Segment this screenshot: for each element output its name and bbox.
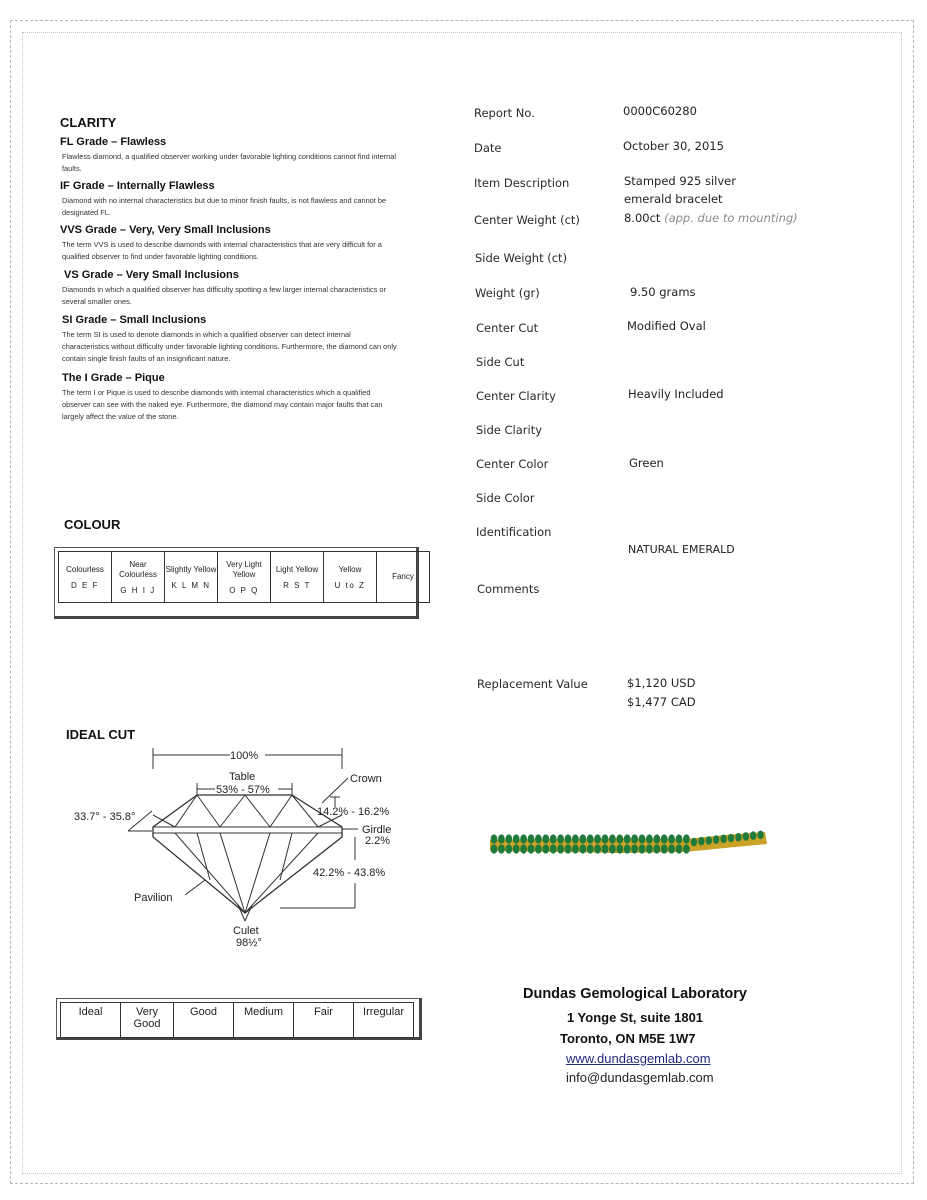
center-cut-value: Modified Oval	[627, 319, 706, 333]
emerald-stone	[691, 838, 697, 847]
grade-vvs-desc: The term VVS is used to describe diamonds with internal characteristics that are very difficult for a qualified observer to find under favorable lighting conditions.	[62, 240, 382, 261]
emerald-stone	[557, 844, 564, 853]
emerald-stone	[520, 844, 527, 853]
emerald-stone	[535, 834, 542, 843]
emerald-stone	[743, 832, 749, 841]
emerald-stone	[565, 844, 572, 853]
emerald-stone	[668, 844, 675, 853]
emerald-stone	[528, 844, 535, 853]
identification-value: NATURAL EMERALD	[628, 543, 735, 556]
emerald-stone	[579, 834, 586, 843]
cut-grade-cell: Good	[174, 1003, 234, 1038]
emerald-stone	[624, 844, 631, 853]
emerald-stone	[661, 834, 668, 843]
grade-i-title: The I Grade – Pique	[62, 372, 165, 384]
emerald-stone	[528, 834, 535, 843]
emerald-stone	[750, 831, 756, 840]
colour-cell: Yellow U to Z	[324, 552, 377, 603]
colour-cell: Light Yellow R S T	[271, 552, 324, 603]
side-weight-label: Side Weight (ct)	[475, 251, 568, 265]
emerald-stone	[631, 844, 638, 853]
emerald-stone	[498, 844, 505, 853]
colour-cell: Slightly Yellow K L M N	[165, 552, 218, 603]
emerald-stone	[661, 844, 668, 853]
lab-email[interactable]: info@dundasgemlab.com	[566, 1070, 714, 1085]
grade-vs-title: VS Grade – Very Small Inclusions	[64, 269, 239, 281]
center-clarity-label: Center Clarity	[476, 389, 556, 403]
center-weight-value-wrap	[624, 211, 798, 225]
grade-if-desc: Diamond with no internal characteristics but due to minor finish faults, is not flawless and cannot be designated FL.	[62, 196, 387, 217]
emerald-stone	[535, 844, 542, 853]
emerald-stone	[602, 844, 609, 853]
emerald-stone	[565, 834, 572, 843]
comments-label: Comments	[477, 582, 540, 596]
colour-cell: Colourless D E F	[59, 552, 112, 603]
colour-cell: Very Light Yellow O P Q	[218, 552, 271, 603]
emerald-stone	[713, 835, 719, 844]
crown-label: Crown	[350, 773, 382, 785]
emerald-stone	[572, 834, 579, 843]
replacement-value-label: Replacement Value	[477, 677, 588, 691]
width-percent-label: 100%	[230, 750, 259, 762]
ideal-cut-heading: IDEAL CUT	[66, 727, 136, 742]
replacement-usd: $1,120 USD	[627, 676, 696, 690]
weight-label: Weight (gr)	[475, 286, 540, 300]
emerald-stone	[550, 834, 557, 843]
center-color-value: Green	[629, 456, 664, 470]
report-no-label: Report No.	[474, 106, 535, 120]
emerald-stone	[609, 844, 616, 853]
emerald-stone	[639, 834, 646, 843]
lab-address: 1 Yonge St, suite 1801	[566, 1010, 704, 1025]
pavilion-label: Pavilion	[134, 892, 173, 904]
diamond-cut-diagram	[60, 745, 420, 955]
emerald-stone	[683, 834, 690, 843]
emerald-stone	[587, 844, 594, 853]
emerald-stone	[624, 834, 631, 843]
emerald-stone	[720, 835, 726, 844]
girdle-percent-label: 2.2%	[365, 835, 391, 847]
cut-grade-cell: Irregular	[354, 1003, 414, 1038]
center-weight-value: 8.00ct	[624, 211, 661, 225]
side-color-label: Side Color	[476, 491, 535, 505]
clarity-heading: CLARITY	[60, 115, 117, 130]
side-clarity-label: Side Clarity	[476, 423, 543, 437]
emerald-bracelet-image	[485, 818, 770, 868]
emerald-stone	[639, 844, 646, 853]
cut-grade-table	[60, 1002, 414, 1038]
grade-fl-title: FL Grade – Flawless	[60, 136, 167, 148]
grade-i-desc: The term I or Pique is used to describe diamonds with internal characteristics which a qualified observer can see with the naked eye. Furthermore, the diamond may contain major faults that can largely affect the value of the stone.	[62, 388, 383, 421]
emerald-stone	[676, 834, 683, 843]
grade-vvs-title: VVS Grade – Very, Very Small Inclusions	[60, 224, 271, 236]
cut-grade-cell: Very Good	[121, 1003, 174, 1038]
side-cut-label: Side Cut	[476, 355, 525, 369]
replacement-cad: $1,477 CAD	[627, 695, 696, 709]
grade-if-title: IF Grade – Internally Flawless	[60, 180, 215, 192]
emerald-stone	[653, 834, 660, 843]
emerald-stone	[542, 834, 549, 843]
crown-height-label: 14.2% - 16.2%	[317, 806, 390, 818]
lab-name: Dundas Gemological Laboratory	[523, 986, 747, 1002]
weight-value: 9.50 grams	[630, 285, 696, 299]
report-no-value: 0000C60280	[623, 104, 697, 118]
grade-si-desc: The term SI is used to denote diamonds in which a qualified observer can detect internal characteristics without difficulty under favorable lighting conditions. Furthermore, the diamond can only contain single finish faults of an insignificant nature.	[62, 330, 397, 363]
cut-grade-cell: Medium	[234, 1003, 294, 1038]
date-value: October 30, 2015	[623, 139, 724, 153]
emerald-stone	[513, 844, 520, 853]
emerald-stone	[646, 844, 653, 853]
cut-grade-cell: Ideal	[61, 1003, 121, 1038]
culet-label: Culet	[233, 925, 259, 937]
emerald-stone	[757, 831, 763, 840]
emerald-stone	[676, 844, 683, 853]
lab-website-link[interactable]: www.dundasgemlab.com	[566, 1051, 711, 1066]
pavilion-depth-label: 42.2% - 43.8%	[313, 867, 386, 879]
emerald-stone	[698, 837, 704, 846]
colour-cell: Fancy	[377, 552, 430, 603]
emerald-stone	[498, 834, 505, 843]
emerald-stone	[587, 834, 594, 843]
emerald-stone	[683, 844, 690, 853]
identification-label: Identification	[476, 525, 552, 539]
colour-heading: COLOUR	[64, 517, 121, 532]
lab-city: Toronto, ON M5E 1W7	[560, 1031, 696, 1046]
emerald-stone	[557, 834, 564, 843]
date-label: Date	[474, 141, 502, 155]
emerald-stone	[550, 844, 557, 853]
emerald-stone	[491, 844, 498, 853]
emerald-stone	[520, 834, 527, 843]
colour-cell: Near Colourless G H I J	[112, 552, 165, 603]
center-clarity-value: Heavily Included	[628, 387, 724, 401]
emerald-stone	[594, 844, 601, 853]
cut-grade-cell: Fair	[294, 1003, 354, 1038]
center-cut-label: Center Cut	[476, 321, 539, 335]
emerald-stone	[579, 844, 586, 853]
emerald-stone	[653, 844, 660, 853]
emerald-stone	[572, 844, 579, 853]
center-weight-label: Center Weight (ct)	[474, 213, 580, 227]
colour-scale-table	[58, 551, 430, 603]
diamond-outline	[153, 795, 342, 913]
emerald-stone	[631, 834, 638, 843]
emerald-stone	[513, 834, 520, 843]
item-description-line1: Stamped 925 silver	[624, 174, 736, 188]
table-range-label: 53% - 57%	[216, 784, 270, 796]
item-description-line2: emerald bracelet	[624, 192, 723, 206]
emerald-stone	[646, 834, 653, 843]
grade-vs-desc: Diamonds in which a qualified observer has difficulty spotting a few larger internal characteristics or several smaller ones.	[62, 285, 386, 306]
emerald-stone	[505, 844, 512, 853]
table-label: Table	[229, 771, 256, 783]
emerald-stone	[706, 836, 712, 845]
grade-si-title: SI Grade – Small Inclusions	[62, 314, 207, 326]
emerald-stone	[616, 844, 623, 853]
emerald-stone	[609, 834, 616, 843]
emerald-stone	[616, 834, 623, 843]
center-weight-note: (app. due to mounting)	[664, 211, 798, 225]
girdle-label: Girdle	[362, 824, 392, 836]
crown-angle-label: 33.7° - 35.8°	[74, 811, 136, 823]
emerald-stone	[594, 834, 601, 843]
culet-angle-label: 98½°	[236, 937, 262, 949]
emerald-stone	[728, 834, 734, 843]
emerald-stone	[668, 834, 675, 843]
emerald-stone	[505, 834, 512, 843]
item-description-label: Item Description	[474, 176, 570, 190]
emerald-stone	[542, 844, 549, 853]
emerald-stone	[735, 833, 741, 842]
emerald-stone	[491, 834, 498, 843]
emerald-stone	[602, 834, 609, 843]
center-color-label: Center Color	[476, 457, 549, 471]
grade-fl-desc: Flawless diamond, a qualified observer working under favorable lighting conditions cannot find internal faults.	[62, 152, 397, 173]
